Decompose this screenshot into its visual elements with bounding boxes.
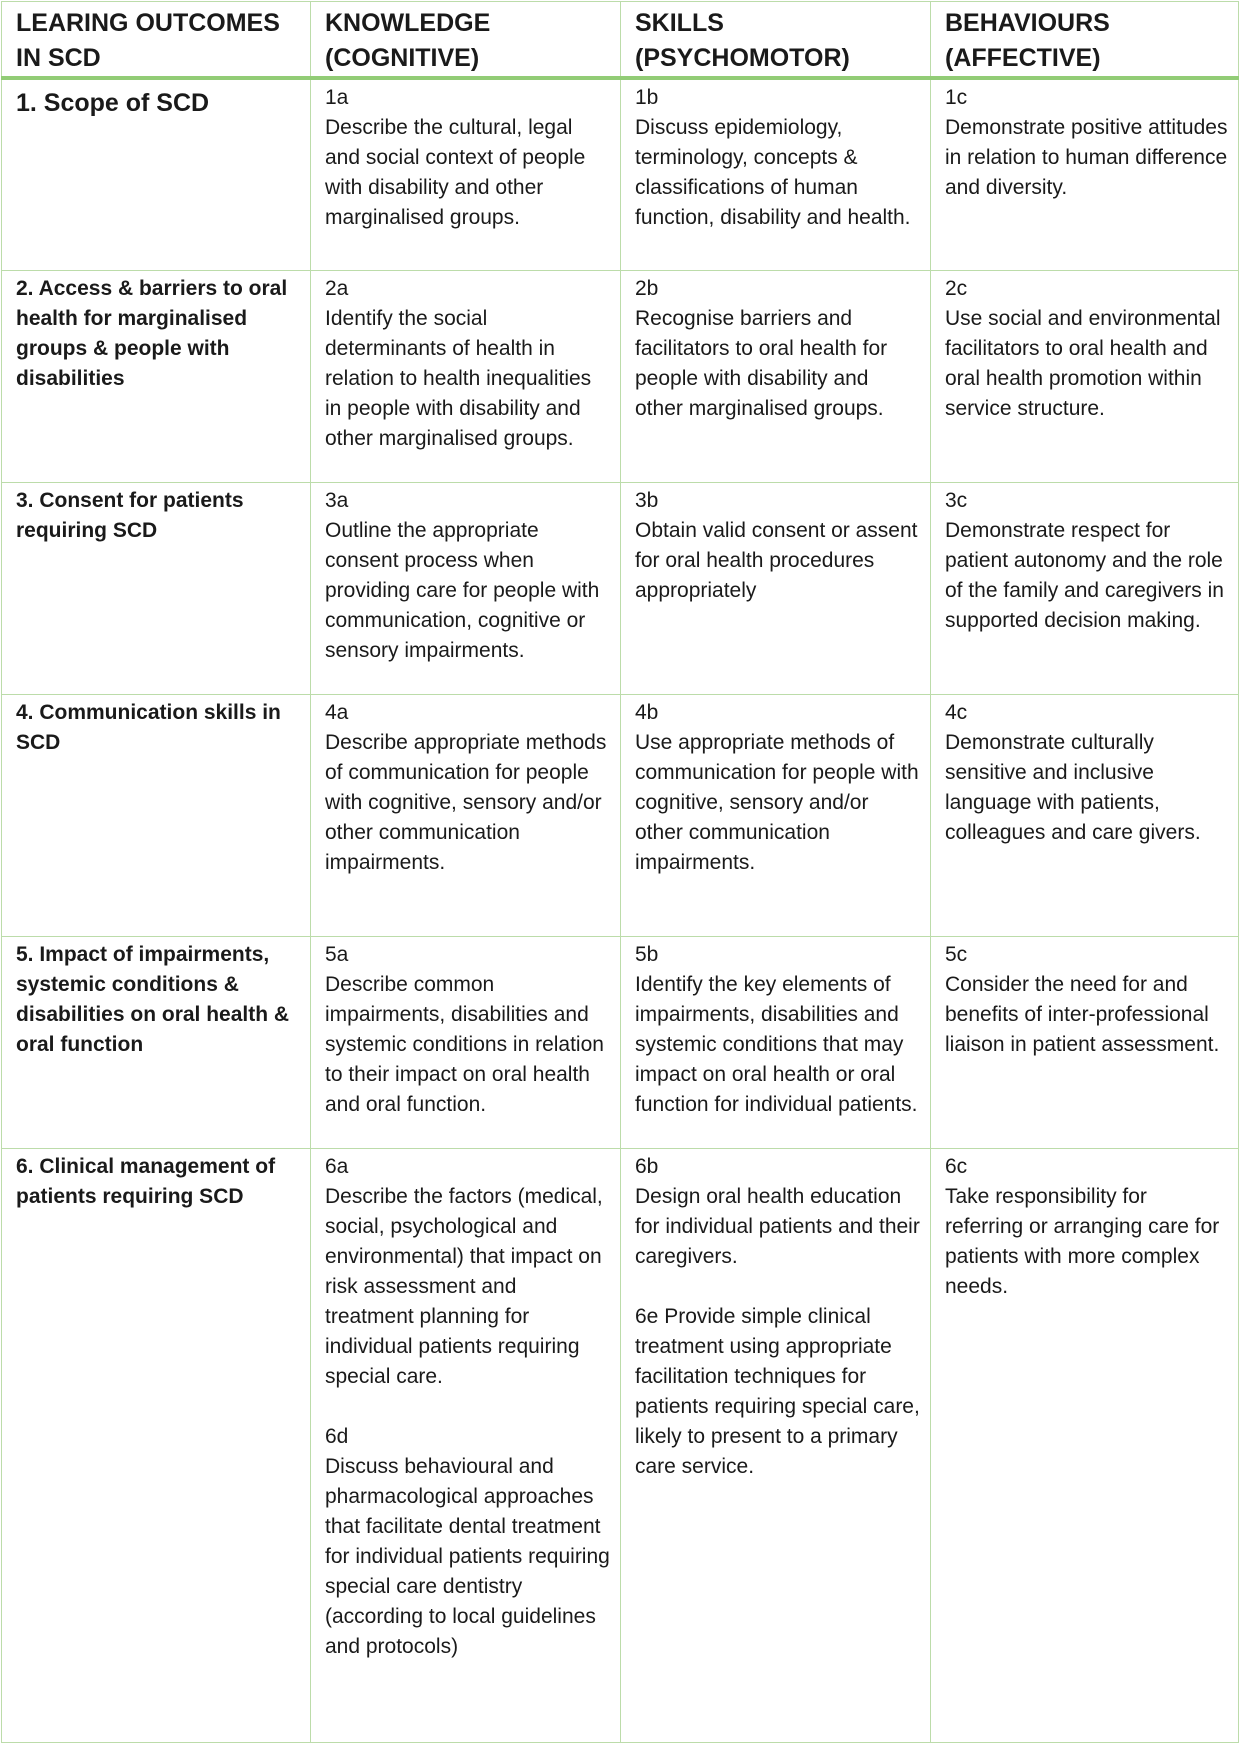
header-text: BEHAVIOURS bbox=[945, 9, 1110, 37]
outcome-description: Discuss epidemiology, terminology, concepts & classifications of human function, disability and health. bbox=[635, 116, 911, 229]
skills-cell bbox=[621, 78, 931, 271]
skills-cell bbox=[621, 695, 931, 937]
outcome-description: Discuss behavioural and pharmacological approaches that facilitate dental treatment for individual patients requiring special care dentistry (according to local guidelines and protocols) bbox=[325, 1455, 610, 1658]
learning-outcomes-table bbox=[1, 1, 1239, 1743]
header-row bbox=[2, 2, 1239, 79]
table-row bbox=[2, 695, 1239, 937]
outcome-cell: 5. Impact of impairments, systemic conditions & disabilities on oral health & oral function bbox=[2, 937, 311, 1149]
outcome-description: Describe the factors (medical, social, psychological and environmental) that impact on risk assessment and treatment planning for individual patients requiring special care. bbox=[325, 1185, 603, 1388]
outcome-description: Outline the appropriate consent process when providing care for people with communication, cognitive or sensory impairments. bbox=[325, 519, 600, 662]
knowledge-cell bbox=[311, 695, 621, 937]
header-learning-outcomes bbox=[2, 2, 311, 79]
outcome-code: 3c bbox=[945, 489, 968, 512]
outcome-description: Demonstrate respect for patient autonomy and the role of the family and caregivers in supported decision making. bbox=[945, 519, 1224, 632]
header-text: IN SCD bbox=[16, 44, 101, 72]
outcome-description: Use social and environmental facilitators to oral health and oral health promotion within service structure. bbox=[945, 307, 1221, 420]
table-row bbox=[2, 78, 1239, 271]
header-behaviours bbox=[931, 2, 1239, 79]
skills-cell bbox=[621, 1149, 931, 1743]
knowledge-cell bbox=[311, 483, 621, 695]
outcome-code: 1a bbox=[325, 86, 349, 109]
knowledge-cell bbox=[311, 1149, 621, 1743]
paragraph-gap bbox=[325, 1392, 610, 1422]
behaviours-cell bbox=[931, 271, 1239, 483]
outcome-cell: 3. Consent for patients requiring SCD bbox=[2, 483, 311, 695]
outcome-description: Recognise barriers and facilitators to oral health for people with disability and other marginalised groups. bbox=[635, 307, 888, 420]
outcome-code: 5b bbox=[635, 943, 659, 966]
outcome-description: Describe the cultural, legal and social context of people with disability and other marginalised groups. bbox=[325, 116, 586, 229]
outcome-code: 6d bbox=[325, 1425, 349, 1448]
outcome-code: 4b bbox=[635, 701, 659, 724]
behaviours-cell bbox=[931, 483, 1239, 695]
outcome-code: 2c bbox=[945, 277, 968, 300]
outcome-description: Identify the key elements of impairments, disabilities and systemic conditions that may impact on oral health or oral function for individual patients. bbox=[635, 973, 918, 1116]
paragraph-gap bbox=[635, 1272, 920, 1302]
outcome-code: 3a bbox=[325, 489, 349, 512]
outcome-cell: 6. Clinical management of patients requiring SCD bbox=[2, 1149, 311, 1743]
knowledge-cell bbox=[311, 937, 621, 1149]
outcome-code: 6a bbox=[325, 1155, 349, 1178]
behaviours-cell bbox=[931, 78, 1239, 271]
header-text: SKILLS bbox=[635, 9, 724, 37]
header-text: (PSYCHOMOTOR) bbox=[635, 44, 850, 72]
table-row bbox=[2, 937, 1239, 1149]
outcome-code: 4a bbox=[325, 701, 349, 724]
outcome-description: Describe common impairments, disabilities and systemic conditions in relation to their impact on oral health and oral function. bbox=[325, 973, 604, 1116]
skills-cell bbox=[621, 483, 931, 695]
table-row bbox=[2, 271, 1239, 483]
outcome-code: 3b bbox=[635, 489, 659, 512]
header-text: (COGNITIVE) bbox=[325, 44, 480, 72]
outcome-description: Identify the social determinants of health in relation to health inequalities in people with disability and other marginalised groups. bbox=[325, 307, 592, 450]
header-text: KNOWLEDGE bbox=[325, 9, 491, 37]
outcome-description: Describe appropriate methods of communication for people with cognitive, sensory and/or other communication impairments. bbox=[325, 731, 607, 874]
header-skills bbox=[621, 2, 931, 79]
outcome-cell: 1. Scope of SCD bbox=[2, 78, 311, 271]
outcome-code: 4c bbox=[945, 701, 968, 724]
behaviours-cell bbox=[931, 937, 1239, 1149]
header-text: (AFFECTIVE) bbox=[945, 44, 1101, 72]
behaviours-cell bbox=[931, 695, 1239, 937]
outcome-description: Use appropriate methods of communication for people with cognitive, sensory and/or other communication impairments. bbox=[635, 731, 919, 874]
outcome-code: 1b bbox=[635, 86, 659, 109]
document-page bbox=[0, 1, 1239, 1733]
table-row bbox=[2, 1149, 1239, 1743]
skills-cell bbox=[621, 937, 931, 1149]
knowledge-cell bbox=[311, 271, 621, 483]
outcome-description: Demonstrate positive attitudes in relation to human difference and diversity. bbox=[945, 116, 1228, 199]
outcome-cell: 4. Communication skills in SCD bbox=[2, 695, 311, 937]
header-text: LEARING OUTCOMES bbox=[16, 9, 280, 37]
header-knowledge bbox=[311, 2, 621, 79]
outcome-code: 6c bbox=[945, 1155, 968, 1178]
outcome-cell: 2. Access & barriers to oral health for marginalised groups & people with disabilities bbox=[2, 271, 311, 483]
knowledge-cell bbox=[311, 78, 621, 271]
outcome-description: Demonstrate culturally sensitive and inclusive language with patients, colleagues and care givers. bbox=[945, 731, 1201, 844]
skills-cell bbox=[621, 271, 931, 483]
outcome-code: 5a bbox=[325, 943, 349, 966]
outcome-code: 6b bbox=[635, 1155, 659, 1178]
outcome-description: Design oral health education for individual patients and their caregivers. bbox=[635, 1185, 920, 1268]
outcome-code: 2a bbox=[325, 277, 349, 300]
table-row bbox=[2, 483, 1239, 695]
behaviours-cell bbox=[931, 1149, 1239, 1743]
outcome-description: Take responsibility for referring or arranging care for patients with more complex needs. bbox=[945, 1185, 1220, 1298]
outcome-description: Obtain valid consent or assent for oral health procedures appropriately bbox=[635, 519, 918, 602]
outcome-code: 5c bbox=[945, 943, 968, 966]
outcome-code: 1c bbox=[945, 86, 968, 109]
outcome-description: Consider the need for and benefits of inter-professional liaison in patient assessment. bbox=[945, 973, 1220, 1056]
outcome-description: 6e Provide simple clinical treatment using appropriate facilitation techniques for patients requiring special care, likely to present to a primary care service. bbox=[635, 1305, 920, 1478]
outcome-code: 2b bbox=[635, 277, 659, 300]
